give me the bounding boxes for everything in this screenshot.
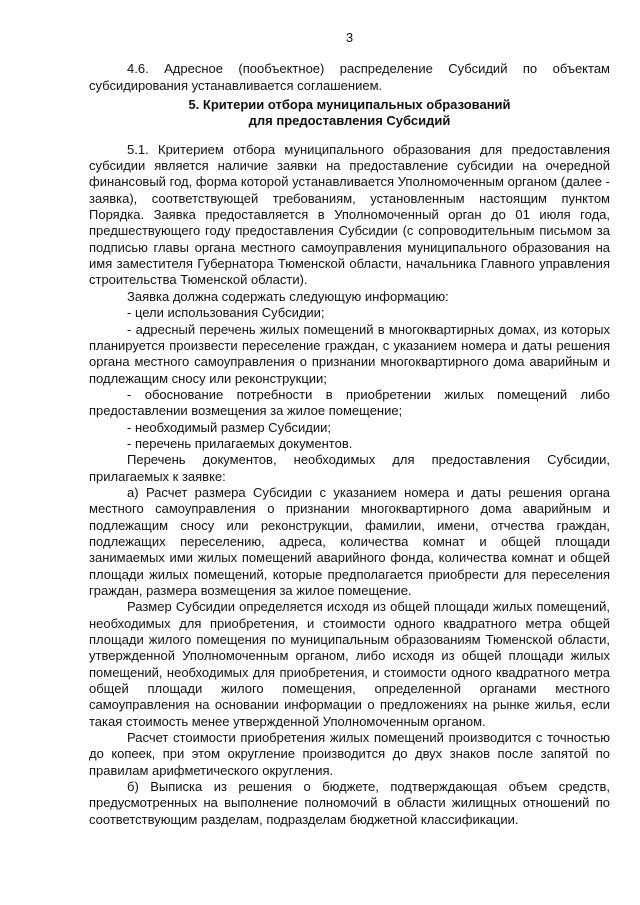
section-heading-line-2: для предоставления Субсидий <box>248 113 451 129</box>
paragraph-item-a: а) Расчет размера Субсидии с указанием номера и даты решения органа местного самоуправления о признании многоквартирного дома аварийным и подлежащим сносу или реконструкции, фамилии, имени, отчества граждан, подлежащих переселению, адреса, количества комнат и общей площади занимаемых ими жилых помещений аварийного фонда, количества комнат и общей площади жилых помещений, которые предполагается приобрести для переселения граждан, размера возмещения за жилое помещение. <box>89 484 610 598</box>
paragraph-subsidy-size: Размер Субсидии определяется исходя из общей площади жилых помещений, необходимых для приобретения, и стоимости одного квадратного метра общей площади жилого помещения по муниципальным образованиям Тюменской области, утвержденной Уполномоченным органом, либо исходя из общей площади жилых помещений, необходимых для приобретения, и стоимости одного квадратного метра общей площади жилого помещения, определенной органами местного самоуправления на основании информации о предложениях на рынке жилья, если такая стоимость менее утвержденной Уполномоченным органом. <box>89 599 610 729</box>
document-page <box>89 30 610 828</box>
list-item: - перечень прилагаемых документов. <box>127 435 353 451</box>
list-item: - необходимый размер Субсидии; <box>127 419 331 435</box>
paragraph-item-b: б) Выписка из решения о бюджете, подтверждающая объем средств, предусмотренных на выполнение полномочий в области жилищных отношений по соответствующим разделам, подразделам бюджетной классификации. <box>89 779 610 827</box>
page-number: 3 <box>345 30 354 45</box>
paragraph-cost-calculation: Расчет стоимости приобретения жилых помещений производится с точностью до копеек, при этом округление производится до двух знаков после запятой по правилам арифметического округления. <box>89 730 610 778</box>
paragraph-documents-list: Перечень документов, необходимых для предоставления Субсидии, прилагаемых к заявке: <box>89 452 610 484</box>
list-item: - цели использования Субсидии; <box>127 305 325 321</box>
paragraph-application-content: Заявка должна содержать следующую информацию: <box>127 288 449 304</box>
list-item: - обоснование потребности в приобретении жилых помещений либо предоставлении возмещения за жилое помещение; <box>89 386 610 419</box>
paragraph-5-1: 5.1. Критерием отбора муниципального образования для предоставления субсидии является наличие заявки на предоставление субсидии на очередной финансовый год, форма которой устанавливается Уполномоченным органом (далее - заявка), соответствующей требованиям, установленным настоящим пунктом Порядка. Заявка предоставляется в Уполномоченный орган до 01 июля года, предшествующего году предоставления Субсидии (с сопроводительным письмом за подписью главы органа местного самоуправления муниципального образования на имя заместителя Губернатора Тюменской области, начальника Главного управления строительства Тюменской области). <box>89 141 610 288</box>
section-heading-line-1: 5. Критерии отбора муниципальных образований <box>188 97 511 113</box>
paragraph-4-6: 4.6. Адресное (пообъектное) распределение Субсидий по объектам субсидирования устанавливается соглашением. <box>89 61 610 93</box>
list-item: - адресный перечень жилых помещений в многоквартирных домах, из которых планируется произвести переселение граждан, с указанием номера и даты решения органа местного самоуправления о признании многоквартирного дома аварийным и подлежащим сносу или реконструкции; <box>89 321 610 386</box>
section-heading <box>89 97 610 130</box>
